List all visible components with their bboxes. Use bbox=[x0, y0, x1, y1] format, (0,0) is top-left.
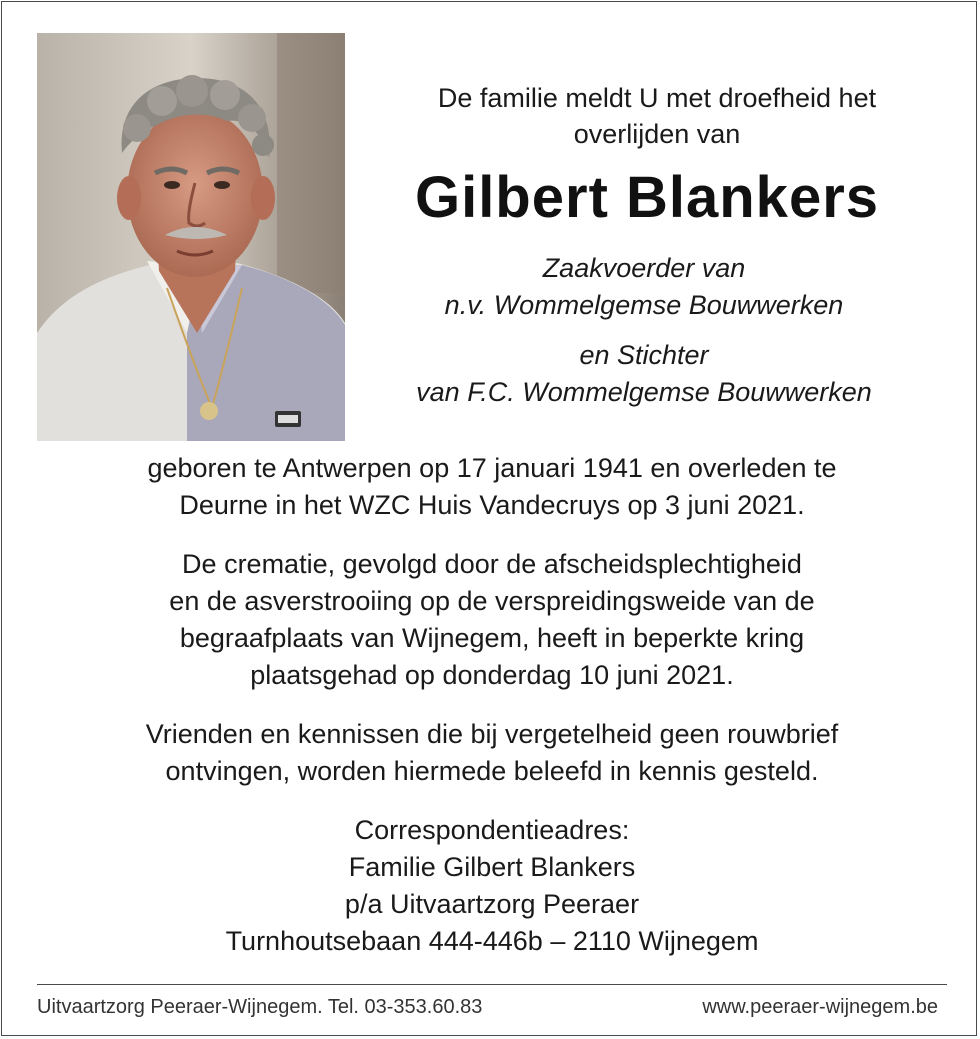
paragraph-line: geboren te Antwerpen op 17 januari 1941 en overleden te bbox=[147, 453, 837, 483]
paragraph-line: Deurne in het WZC Huis Vandecruys op 3 juni 2021. bbox=[179, 490, 805, 520]
intro-text bbox=[357, 80, 957, 152]
role-founder bbox=[344, 337, 944, 411]
address-line: Turnhoutsebaan 444-446b – 2110 Wijnegem bbox=[225, 926, 759, 956]
paragraph-line: ontvingen, worden hiermede beleefd in kennis gesteld. bbox=[165, 756, 819, 786]
role-line: Zaakvoerder van bbox=[542, 253, 746, 283]
friends-paragraph bbox=[42, 716, 942, 790]
paragraph-line: en de asverstrooiing op de verspreidingsweide van de bbox=[169, 586, 815, 616]
funeral-home-website[interactable]: www.peeraer-wijnegem.be bbox=[702, 996, 938, 1018]
birth-death-paragraph bbox=[42, 450, 942, 524]
footer-divider bbox=[37, 984, 947, 985]
paragraph-line: Vrienden en kennissen die bij vergetelheid geen rouwbrief bbox=[145, 719, 839, 749]
role-manager bbox=[344, 250, 944, 324]
correspondence-address bbox=[42, 812, 942, 960]
address-line: p/a Uitvaartzorg Peeraer bbox=[344, 889, 640, 919]
funeral-home-contact: Uitvaartzorg Peeraer-Wijnegem. Tel. 03-353.60.83 bbox=[37, 996, 483, 1018]
cremation-paragraph bbox=[42, 546, 942, 694]
role-line: en Stichter bbox=[579, 340, 709, 370]
role-line: n.v. Wommelgemse Bouwwerken bbox=[444, 290, 844, 320]
address-line: Familie Gilbert Blankers bbox=[348, 852, 636, 882]
role-line: van F.C. Wommelgemse Bouwwerken bbox=[416, 377, 872, 407]
paragraph-line: De crematie, gevolgd door de afscheidsplechtigheid bbox=[182, 549, 802, 579]
paragraph-line: plaatsgehad op donderdag 10 juni 2021. bbox=[250, 660, 734, 690]
obituary-card bbox=[1, 1, 977, 1036]
portrait-photo bbox=[37, 33, 345, 441]
intro-line: De familie meldt U met droefheid het bbox=[437, 83, 877, 113]
address-heading: Correspondentieadres: bbox=[354, 815, 630, 845]
deceased-name: Gilbert Blankers bbox=[414, 165, 880, 230]
intro-line: overlijden van bbox=[573, 119, 741, 149]
paragraph-line: begraafplaats van Wijnegem, heeft in beperkte kring bbox=[179, 623, 805, 653]
